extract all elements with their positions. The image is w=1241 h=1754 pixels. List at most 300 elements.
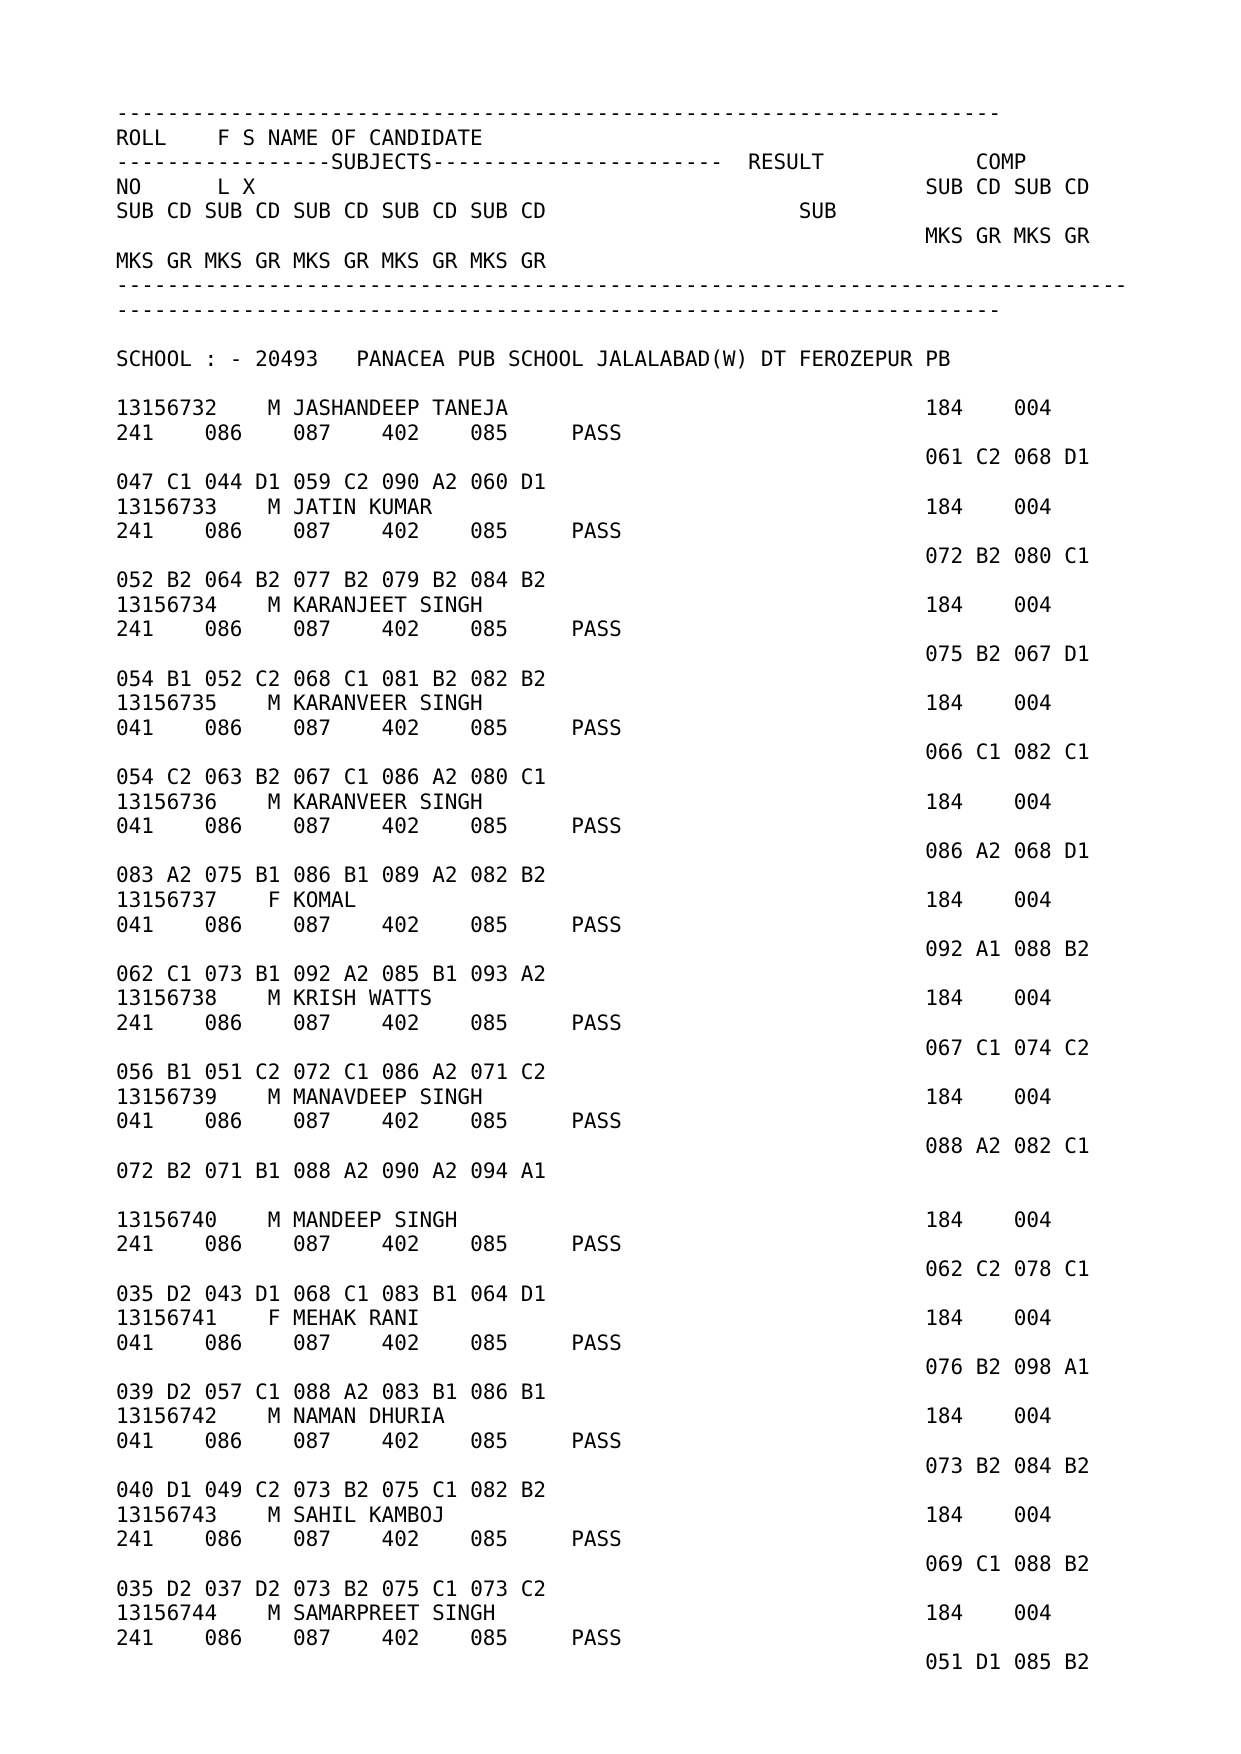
result-status: PASS — [571, 1232, 622, 1257]
sub-total: 184 — [925, 1306, 964, 1331]
record-marks-line — [116, 667, 1127, 692]
record-subjects-line — [116, 421, 1127, 446]
subject-code: 085 — [470, 1527, 508, 1552]
sub-total: 004 — [1013, 396, 1052, 421]
grade: A2 — [166, 863, 192, 888]
sub-total: 004 — [1013, 691, 1052, 716]
comp-marks: 076 — [925, 1355, 964, 1380]
marks: 057 — [204, 1379, 243, 1404]
marks: 089 — [381, 863, 420, 888]
record-subjects-line — [116, 1232, 1127, 1257]
record-roll-line — [116, 1503, 1127, 1528]
grade: D2 — [166, 1379, 192, 1404]
sub-total: 184 — [925, 1084, 964, 1109]
grade: B2 — [343, 1576, 369, 1601]
subject-code: 085 — [470, 1010, 508, 1035]
subject-code: 241 — [116, 1625, 154, 1650]
comp-marks: 078 — [1013, 1256, 1052, 1281]
subject-code: 041 — [116, 1429, 154, 1454]
comp-marks: 067 — [1013, 642, 1052, 667]
marks: 072 — [293, 1060, 332, 1085]
subject-code: 085 — [470, 814, 508, 839]
comp-marks: 086 — [925, 838, 964, 863]
roll-number: 13156736 — [116, 789, 218, 814]
comp-marks: 098 — [1013, 1355, 1052, 1380]
subject-code: 087 — [293, 1330, 331, 1355]
roll-number: 13156738 — [116, 986, 218, 1011]
subject-code: 085 — [470, 1232, 508, 1257]
comp-grade: C1 — [1064, 1256, 1090, 1281]
record-comp-line — [116, 1454, 1127, 1479]
grade: C1 — [166, 469, 192, 494]
marks: 085 — [381, 961, 420, 986]
grade: B2 — [166, 568, 192, 593]
record-comp-line — [116, 839, 1127, 864]
sub-total: 184 — [925, 986, 964, 1011]
sex-code: M — [267, 592, 281, 617]
sub-total: 184 — [925, 888, 964, 912]
sub-total: 004 — [1013, 1306, 1052, 1331]
comp-marks: 092 — [925, 937, 964, 962]
subject-code: 241 — [116, 1232, 154, 1257]
marks: 054 — [116, 666, 154, 691]
sex-code: M — [267, 494, 281, 519]
school-code: 20493 — [255, 346, 319, 371]
record-subjects-line — [116, 1429, 1127, 1454]
record-subjects-line — [116, 814, 1127, 839]
marks: 079 — [381, 568, 420, 593]
report-line — [116, 372, 1127, 397]
subject-code: 402 — [381, 519, 420, 544]
record-marks-line — [116, 1478, 1127, 1503]
marks: 094 — [470, 1158, 509, 1183]
record-comp-line — [116, 1650, 1127, 1675]
comp-grade: D1 — [1064, 838, 1090, 863]
sex-code: M — [267, 691, 281, 716]
grade: B1 — [343, 863, 369, 888]
marks: 084 — [470, 568, 509, 593]
marks: 083 — [381, 1281, 420, 1306]
marks: 073 — [293, 1478, 332, 1503]
subject-code: 085 — [470, 617, 508, 642]
subject-code: 085 — [470, 1429, 508, 1454]
roll-header: ROLL — [116, 125, 167, 150]
sub-total: 184 — [925, 1404, 964, 1429]
record-subjects-line — [116, 1011, 1127, 1036]
subject-code: 241 — [116, 1010, 154, 1035]
comp-grade: C2 — [975, 1256, 1002, 1281]
subject-code: 086 — [204, 1429, 243, 1454]
record-comp-line — [116, 1552, 1127, 1577]
sub-total: 004 — [1013, 789, 1052, 814]
candidate-name: MEHAK RANI — [293, 1306, 420, 1331]
subjects-header: -----------------SUBJECTS----------------------- — [116, 150, 723, 175]
record-roll-line — [116, 1208, 1127, 1233]
subject-code: 041 — [116, 715, 154, 740]
column-header-line — [116, 249, 1127, 274]
result-status: PASS — [571, 617, 622, 642]
sub-total: 004 — [1013, 1084, 1052, 1109]
record-subjects-line — [116, 1109, 1127, 1134]
record-roll-line — [116, 396, 1127, 421]
marks: 071 — [204, 1158, 243, 1183]
grade: D1 — [255, 1281, 281, 1306]
sex-code: M — [267, 986, 281, 1011]
grade: B1 — [166, 666, 192, 691]
marks: 088 — [293, 1379, 332, 1404]
marks: 090 — [381, 1158, 420, 1183]
marks: 052 — [116, 568, 154, 593]
grade: C1 — [343, 1060, 369, 1085]
record-roll-line — [116, 888, 1127, 913]
grade: B2 — [255, 765, 281, 790]
grade: B2 — [520, 1478, 547, 1503]
marks: 082 — [470, 1478, 509, 1503]
marks: 035 — [116, 1576, 154, 1601]
grade: D1 — [255, 469, 281, 494]
marks: 062 — [116, 961, 154, 986]
result-status: PASS — [571, 814, 622, 839]
school-name: PANACEA PUB SCHOOL JALALABAD(W) DT FEROZEPUR PB — [356, 346, 951, 371]
comp-grade: B2 — [1064, 1650, 1090, 1675]
roll-number: 13156740 — [116, 1207, 218, 1232]
comp-grade: C2 — [975, 445, 1002, 470]
grade: D2 — [166, 1281, 192, 1306]
comp-marks: 084 — [1013, 1453, 1052, 1478]
record-roll-line — [116, 593, 1127, 618]
comp-grade: B2 — [1064, 1552, 1090, 1577]
comp-grade: C1 — [975, 740, 1002, 765]
comp-grade: C1 — [1064, 1133, 1090, 1158]
sub-total: 184 — [925, 789, 964, 814]
subject-code: 402 — [381, 715, 420, 740]
comp-grade: B2 — [1064, 1453, 1090, 1478]
marks: 081 — [381, 666, 420, 691]
grade: B2 — [520, 666, 547, 691]
comp-marks: 082 — [1013, 740, 1052, 765]
comp-marks: 085 — [1013, 1650, 1052, 1675]
sub-total: 004 — [1013, 494, 1052, 519]
comp-grade: B2 — [975, 1355, 1002, 1380]
rule-line — [116, 101, 1127, 126]
subject-code: 087 — [293, 1625, 331, 1650]
marks: 051 — [204, 1060, 243, 1085]
subject-code: 086 — [204, 1625, 243, 1650]
sub-cd-header: SUB CD SUB CD SUB CD SUB CD SUB CD — [116, 199, 546, 224]
subject-code: 086 — [204, 1010, 243, 1035]
subject-code: 085 — [470, 1625, 508, 1650]
column-header-line — [116, 126, 1127, 151]
grade: A2 — [432, 765, 458, 790]
sub-total: 184 — [925, 494, 964, 519]
comp-marks: 051 — [925, 1650, 964, 1675]
comp-grade: B2 — [975, 1453, 1002, 1478]
no-header: NO — [116, 174, 142, 199]
roll-number: 13156739 — [116, 1084, 218, 1109]
result-status: PASS — [571, 1625, 622, 1650]
candidate-name: KARANJEET SINGH — [293, 592, 483, 617]
subject-code: 087 — [293, 617, 331, 642]
sub-total: 184 — [925, 691, 964, 716]
sub-total: 004 — [1013, 1601, 1052, 1626]
grade: A2 — [432, 469, 458, 494]
comp-grade: B2 — [1064, 937, 1090, 962]
subject-code: 086 — [204, 814, 243, 839]
sex-code: M — [267, 1502, 281, 1527]
candidate-name: SAHIL KAMBOJ — [293, 1502, 445, 1527]
marks: 054 — [116, 765, 154, 790]
sub-total: 004 — [1013, 1502, 1052, 1527]
result-status: PASS — [571, 715, 622, 740]
candidate-name: JATIN KUMAR — [293, 494, 433, 519]
record-marks-line — [116, 962, 1127, 987]
record-roll-line — [116, 495, 1127, 520]
sub-total: 004 — [1013, 592, 1052, 617]
subject-code: 086 — [204, 1232, 243, 1257]
sub-total: 184 — [925, 592, 964, 617]
subject-code: 402 — [381, 1527, 420, 1552]
rule-line — [116, 298, 1127, 323]
grade: B2 — [432, 666, 458, 691]
comp-grade: B2 — [975, 543, 1002, 568]
subject-code: 402 — [381, 1429, 420, 1454]
marks: 068 — [293, 1281, 332, 1306]
grade: C2 — [166, 765, 192, 790]
marks: 059 — [293, 469, 332, 494]
record-marks-line — [116, 1577, 1127, 1602]
subject-code: 086 — [204, 617, 243, 642]
record-marks-line — [116, 1060, 1127, 1085]
subject-code: 402 — [381, 814, 420, 839]
record-roll-line — [116, 691, 1127, 716]
result-status: PASS — [571, 1109, 622, 1134]
sex-code: M — [267, 1084, 281, 1109]
grade: C1 — [432, 1576, 458, 1601]
marks: 035 — [116, 1281, 154, 1306]
marks: 086 — [293, 863, 332, 888]
candidate-name: KOMAL — [293, 888, 357, 912]
lx-header: L X — [217, 174, 256, 199]
subject-code: 041 — [116, 912, 154, 937]
roll-number: 13156744 — [116, 1601, 218, 1626]
comp-marks: 067 — [925, 1035, 964, 1060]
record-subjects-line — [116, 1527, 1127, 1552]
record-marks-line — [116, 765, 1127, 790]
subject-code: 086 — [204, 420, 243, 445]
marks: 075 — [204, 863, 243, 888]
record-subjects-line — [116, 1626, 1127, 1651]
grade: D1 — [520, 1281, 547, 1306]
subject-code: 087 — [293, 814, 331, 839]
marks: 073 — [470, 1576, 509, 1601]
marks: 064 — [470, 1281, 509, 1306]
subject-code: 085 — [470, 420, 508, 445]
grade: A2 — [343, 1158, 369, 1183]
grade: C1 — [520, 765, 547, 790]
subject-code: 086 — [204, 1109, 243, 1134]
sub-total: 184 — [925, 396, 964, 421]
comp-grade: C1 — [975, 1035, 1002, 1060]
candidate-name: MANDEEP SINGH — [293, 1207, 458, 1232]
roll-number: 13156743 — [116, 1502, 218, 1527]
marks: 075 — [381, 1478, 420, 1503]
marks: 067 — [293, 765, 332, 790]
comp-grade: C1 — [1064, 543, 1090, 568]
record-comp-line — [116, 740, 1127, 765]
comp-grade: D1 — [1064, 642, 1090, 667]
grade: B1 — [255, 863, 281, 888]
grade: B2 — [255, 568, 281, 593]
marks: 092 — [293, 961, 332, 986]
subject-code: 041 — [116, 1330, 154, 1355]
subject-code: 241 — [116, 617, 154, 642]
sex-code: F — [267, 888, 281, 912]
sub-total: 004 — [1013, 1207, 1052, 1232]
comp-mks-gr-header: MKS GR MKS GR — [925, 223, 1090, 248]
grade: B2 — [343, 1478, 369, 1503]
grade: B1 — [255, 961, 281, 986]
rule: -------------------------------------------------------------------------------- — [116, 273, 1128, 298]
marks: 083 — [381, 1379, 420, 1404]
subject-code: 402 — [381, 1625, 420, 1650]
sub-total: 004 — [1013, 888, 1052, 912]
grade: B1 — [255, 1158, 281, 1183]
record-roll-line — [116, 1601, 1127, 1626]
sex-code: M — [267, 1404, 281, 1429]
grade: A2 — [343, 1379, 369, 1404]
comp-sub-cd-header: SUB CD SUB CD — [925, 174, 1090, 199]
record-comp-line — [116, 1257, 1127, 1282]
subject-code: 087 — [293, 1109, 331, 1134]
marks: 040 — [116, 1478, 154, 1503]
comp-grade: D1 — [975, 1650, 1002, 1675]
comp-marks: 082 — [1013, 1133, 1052, 1158]
column-header-line — [116, 224, 1127, 249]
subject-code: 402 — [381, 1010, 420, 1035]
comp-header: COMP — [975, 150, 1027, 175]
subject-code: 241 — [116, 1527, 154, 1552]
comp-marks: 061 — [925, 445, 964, 470]
grade: B1 — [432, 961, 458, 986]
marks: 086 — [381, 1060, 420, 1085]
grade: C2 — [255, 666, 281, 691]
sex-code: F — [267, 1306, 281, 1331]
marks: 047 — [116, 469, 154, 494]
subject-code: 087 — [293, 420, 331, 445]
subject-code: 085 — [470, 912, 508, 937]
marks: 064 — [204, 568, 243, 593]
result-status: PASS — [571, 1010, 622, 1035]
marks: 075 — [381, 1576, 420, 1601]
comp-marks: 088 — [925, 1133, 964, 1158]
sub-total: 004 — [1013, 986, 1052, 1011]
record-comp-line — [116, 1134, 1127, 1159]
result-status: PASS — [571, 519, 622, 544]
marks: 073 — [204, 961, 243, 986]
grade: C2 — [343, 469, 369, 494]
roll-number: 13156734 — [116, 592, 218, 617]
comp-marks: 069 — [925, 1552, 964, 1577]
grade: B2 — [520, 863, 547, 888]
candidate-name: KARANVEER SINGH — [293, 789, 483, 814]
grade: D2 — [255, 1576, 281, 1601]
roll-number: 13156732 — [116, 396, 218, 421]
grade: C1 — [343, 1281, 369, 1306]
candidate-name: KRISH WATTS — [293, 986, 433, 1011]
grade: C1 — [255, 1379, 281, 1404]
comp-marks: 066 — [925, 740, 964, 765]
comp-grade: A2 — [975, 838, 1002, 863]
report-line — [116, 322, 1127, 347]
grade: C1 — [343, 666, 369, 691]
grade: A2 — [432, 1060, 458, 1085]
marks: 039 — [116, 1379, 154, 1404]
comp-marks: 068 — [1013, 445, 1052, 470]
subject-code: 086 — [204, 1527, 243, 1552]
record-roll-line — [116, 790, 1127, 815]
sub-total: 184 — [925, 1207, 964, 1232]
school-label: SCHOOL : - — [116, 346, 243, 371]
record-roll-line — [116, 1306, 1127, 1331]
record-subjects-line — [116, 1331, 1127, 1356]
subject-code: 087 — [293, 715, 331, 740]
record-comp-line — [116, 544, 1127, 569]
grade: C2 — [520, 1576, 547, 1601]
subject-code: 086 — [204, 519, 243, 544]
marks: 043 — [204, 1281, 243, 1306]
candidate-header: F S NAME OF CANDIDATE — [217, 125, 483, 150]
marks: 071 — [470, 1060, 509, 1085]
subject-code: 087 — [293, 519, 331, 544]
record-comp-line — [116, 1036, 1127, 1061]
subject-code: 402 — [381, 420, 420, 445]
subject-code: 087 — [293, 1527, 331, 1552]
subject-code: 087 — [293, 912, 331, 937]
grade: A2 — [432, 863, 458, 888]
comp-marks: 074 — [1013, 1035, 1052, 1060]
result-status: PASS — [571, 1429, 622, 1454]
record-subjects-line — [116, 617, 1127, 642]
marks: 082 — [470, 666, 509, 691]
marks: 086 — [470, 1379, 509, 1404]
candidate-name: SAMARPREET SINGH — [293, 1601, 496, 1626]
sub-total: 004 — [1013, 1404, 1052, 1429]
subject-code: 086 — [204, 715, 243, 740]
comp-marks: 080 — [1013, 543, 1052, 568]
marks: 083 — [116, 863, 154, 888]
subject-code: 086 — [204, 912, 243, 937]
marks: 052 — [204, 666, 243, 691]
grade: D2 — [166, 1576, 192, 1601]
record-comp-line — [116, 937, 1127, 962]
result-status: PASS — [571, 420, 622, 445]
marks: 044 — [204, 469, 243, 494]
grade: C2 — [255, 1478, 281, 1503]
grade: D1 — [520, 469, 547, 494]
marks: 086 — [381, 765, 420, 790]
comp-marks: 088 — [1013, 937, 1052, 962]
sub-header: SUB — [798, 199, 837, 224]
result-status: PASS — [571, 912, 622, 937]
subject-code: 041 — [116, 1109, 154, 1134]
grade: A1 — [520, 1158, 547, 1183]
record-roll-line — [116, 1085, 1127, 1110]
comp-grade: C1 — [975, 1552, 1002, 1577]
school-line — [116, 347, 1127, 372]
grade: C1 — [166, 961, 192, 986]
rule-line — [116, 273, 1127, 298]
marks: 060 — [470, 469, 509, 494]
